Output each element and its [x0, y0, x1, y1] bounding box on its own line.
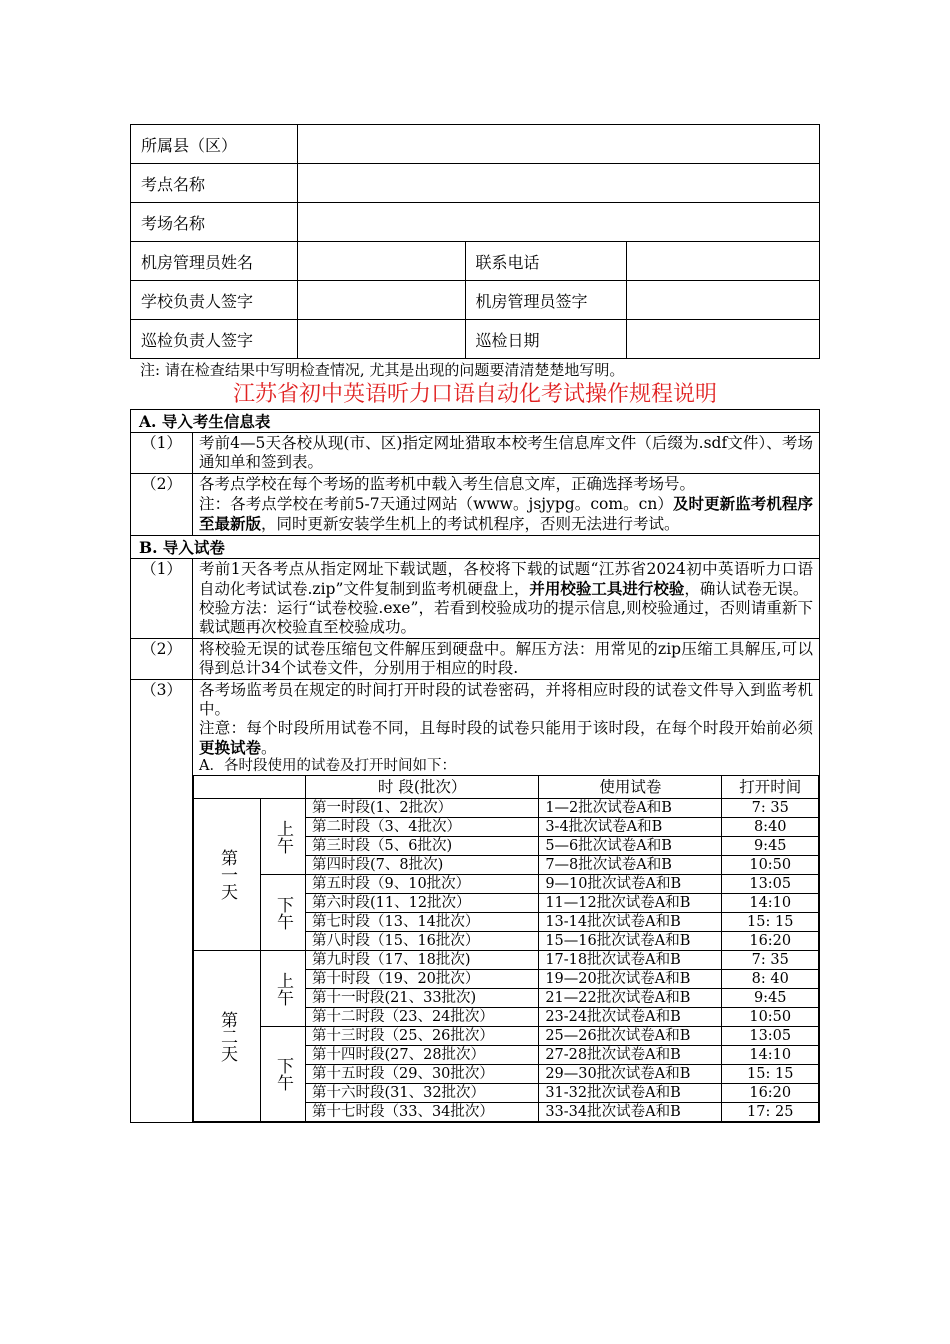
paper-cell: 27-28批次试卷A和B [539, 1046, 722, 1065]
morning-label: 上午 [261, 799, 306, 875]
site-value [297, 164, 819, 203]
paper-cell: 1—2批次试卷A和B [539, 799, 722, 818]
paper-cell: 19—20批次试卷A和B [539, 970, 722, 989]
morning-label: 上午 [261, 951, 306, 1027]
room-label: 考场名称 [131, 203, 298, 242]
period-cell: 第九时段（17、18批次) [306, 951, 539, 970]
day-2-label: 第二天 [194, 951, 261, 1122]
phone-value [627, 242, 820, 281]
paper-cell: 3-4批次试卷A和B [539, 818, 722, 837]
section-a-item-2-text: 各考点学校在每个考场的监考机中载入考生信息文库，正确选择考场号。 [199, 475, 696, 493]
section-a-item-1-text: 考前4—5天各校从现(市、区)指定网址猎取本校考生信息库文件（后缀为.sdf文件）、考场通知单和签到表。 [193, 433, 820, 474]
schedule-header-paper: 使用试卷 [539, 776, 722, 799]
inspect-sign-label: 巡检负责人签字 [131, 320, 298, 359]
section-a-heading: A. 导入考生信息表 [131, 410, 820, 433]
period-cell: 第十四时段(27、28批次） [306, 1046, 539, 1065]
paper-cell: 33-34批次试卷A和B [539, 1103, 722, 1122]
verification-method: 校验方法：运行“试卷校验.exe”，若看到校验成功的提示信息,则校验通过，否则请重新下载试题再次校验直至校验成功。 [199, 599, 813, 636]
time-cell: 16:20 [722, 932, 819, 951]
inspect-sign-value [297, 320, 465, 359]
period-cell: 第一时段(1、2批次） [306, 799, 539, 818]
section-b-item-1-text [199, 560, 813, 599]
time-cell: 8:40 [722, 818, 819, 837]
section-b-item-3-text: 各考场监考员在规定的时间打开时段的试卷密码，并将相应时段的试卷文件导入到监考机中。 [199, 681, 813, 718]
period-cell: 第八时段（15、16批次） [306, 932, 539, 951]
admin-name-value [297, 242, 465, 281]
table-row [194, 951, 819, 970]
time-cell: 13:05 [722, 1027, 819, 1046]
paper-cell: 29—30批次试卷A和B [539, 1065, 722, 1084]
note-part: 。 [261, 739, 277, 757]
county-label: 所属县（区） [131, 125, 298, 164]
period-cell: 第十六时段(31、32批次） [306, 1084, 539, 1103]
section-b-item-2-text: 将校验无误的试卷压缩包文件解压到硬盘中。解压方法：用常见的zip压缩工具解压,可以得到总计34个试卷文件，分别用于相应的时段. [193, 639, 820, 680]
paper-cell: 23-24批次试卷A和B [539, 1008, 722, 1027]
day-1-label: 第一天 [194, 799, 261, 951]
time-cell: 13:05 [722, 875, 819, 894]
paper-cell: 11—12批次试卷A和B [539, 894, 722, 913]
period-cell: 第十时段（19、20批次） [306, 970, 539, 989]
item-number: （1） [131, 559, 193, 639]
schedule-header-blank [194, 776, 306, 799]
section-a-item-2 [193, 474, 820, 536]
period-cell: 第五时段（9、10批次） [306, 875, 539, 894]
paper-cell: 15—16批次试卷A和B [539, 932, 722, 951]
period-cell: 第四时段(7、8批次) [306, 856, 539, 875]
text-part: ，确认试卷无误。 [684, 580, 809, 598]
schedule-body [194, 799, 819, 1122]
paper-cell: 17-18批次试卷A和B [539, 951, 722, 970]
note-text: 注: 请在检查结果中写明检查情况, 尤其是出现的问题要清清楚楚地写明。 [140, 361, 625, 379]
inspect-date-label: 巡检日期 [465, 320, 627, 359]
table-row [194, 875, 819, 894]
paper-cell: 21—22批次试卷A和B [539, 989, 722, 1008]
paper-cell: 13-14批次试卷A和B [539, 913, 722, 932]
time-cell: 10:50 [722, 1008, 819, 1027]
period-cell: 第十七时段（33、34批次） [306, 1103, 539, 1122]
item-number: （3） [131, 680, 193, 1123]
section-b-item-3 [193, 680, 820, 1123]
inspect-date-value [627, 320, 820, 359]
time-cell: 9:45 [722, 989, 819, 1008]
note-emphasis: 更换试卷 [199, 738, 262, 757]
table-row [194, 799, 819, 818]
time-cell: 15: 15 [722, 1065, 819, 1084]
period-cell: 第二时段（3、4批次） [306, 818, 539, 837]
section-b-item-3-note [193, 719, 819, 758]
period-cell: 第六时段(11、12批次） [306, 894, 539, 913]
info-table [130, 124, 820, 359]
admin-sign-label: 机房管理员签字 [465, 281, 627, 320]
note-part: 注：各考点学校在考前5-7天通过网站（www。jsjypg。com。cn） [199, 495, 673, 513]
section-b-heading: B. 导入试卷 [131, 536, 820, 559]
period-cell: 第十一时段(21、33批次) [306, 989, 539, 1008]
period-cell: 第三时段（5、6批次) [306, 837, 539, 856]
paper-cell: 31-32批次试卷A和B [539, 1084, 722, 1103]
time-cell: 16:20 [722, 1084, 819, 1103]
table-row [194, 1027, 819, 1046]
paper-cell: 5—6批次试卷A和B [539, 837, 722, 856]
time-cell: 17: 25 [722, 1103, 819, 1122]
document-title: 江苏省初中英语听力口语自动化考试操作规程说明 [232, 382, 717, 407]
document-page [130, 124, 820, 1123]
period-cell: 第十五时段（29、30批次） [306, 1065, 539, 1084]
time-cell: 7: 35 [722, 799, 819, 818]
time-cell: 14:10 [722, 1046, 819, 1065]
time-cell: 14:10 [722, 894, 819, 913]
school-sign-value [297, 281, 465, 320]
schedule-header-period: 时 段(批次） [306, 776, 539, 799]
note-part: ，同时更新安装学生机上的考试机程序，否则无法进行考试。 [261, 515, 680, 533]
school-sign-label: 学校负责人签字 [131, 281, 298, 320]
text-emphasis: 并用校验工具进行校验 [529, 579, 685, 598]
paper-cell: 25—26批次试卷A和B [539, 1027, 722, 1046]
paper-cell: 9—10批次试卷A和B [539, 875, 722, 894]
time-cell: 7: 35 [722, 951, 819, 970]
text-part: 考前1天各考点从指定网址下载试题，各校将下载的试题“江苏省2024初中英语听力口语自动化考试试卷.zip”文件复制到监考机硬盘上， [199, 560, 813, 598]
schedule-header-time: 打开时间 [722, 776, 819, 799]
phone-label: 联系电话 [465, 242, 627, 281]
schedule-table [193, 775, 819, 1122]
item-number: （1） [131, 433, 193, 474]
schedule-intro: A．各时段使用的试卷及打开时间如下： [199, 758, 456, 774]
time-cell: 10:50 [722, 856, 819, 875]
afternoon-label: 下午 [261, 875, 306, 951]
note-part: 注意：每个时段所用试卷不同，且每时段的试卷只能用于该时段，在每个时段开始前必须 [199, 719, 813, 737]
period-cell: 第七时段（13、14批次） [306, 913, 539, 932]
paper-cell: 7—8批次试卷A和B [539, 856, 722, 875]
period-cell: 第十三时段（25、26批次） [306, 1027, 539, 1046]
room-value [297, 203, 819, 242]
admin-name-label: 机房管理员姓名 [131, 242, 298, 281]
procedure-table [130, 409, 820, 1123]
note-emphasis: 及时更新监考机程序至最新版 [199, 494, 813, 533]
period-cell: 第十二时段（23、24批次） [306, 1008, 539, 1027]
county-value [297, 125, 819, 164]
admin-sign-value [627, 281, 820, 320]
section-b-item-1 [193, 559, 820, 639]
site-label: 考点名称 [131, 164, 298, 203]
time-cell: 9:45 [722, 837, 819, 856]
section-a-item-2-note [199, 494, 813, 534]
item-number: （2） [131, 474, 193, 536]
afternoon-label: 下午 [261, 1027, 306, 1122]
item-number: （2） [131, 639, 193, 680]
time-cell: 8: 40 [722, 970, 819, 989]
time-cell: 15: 15 [722, 913, 819, 932]
